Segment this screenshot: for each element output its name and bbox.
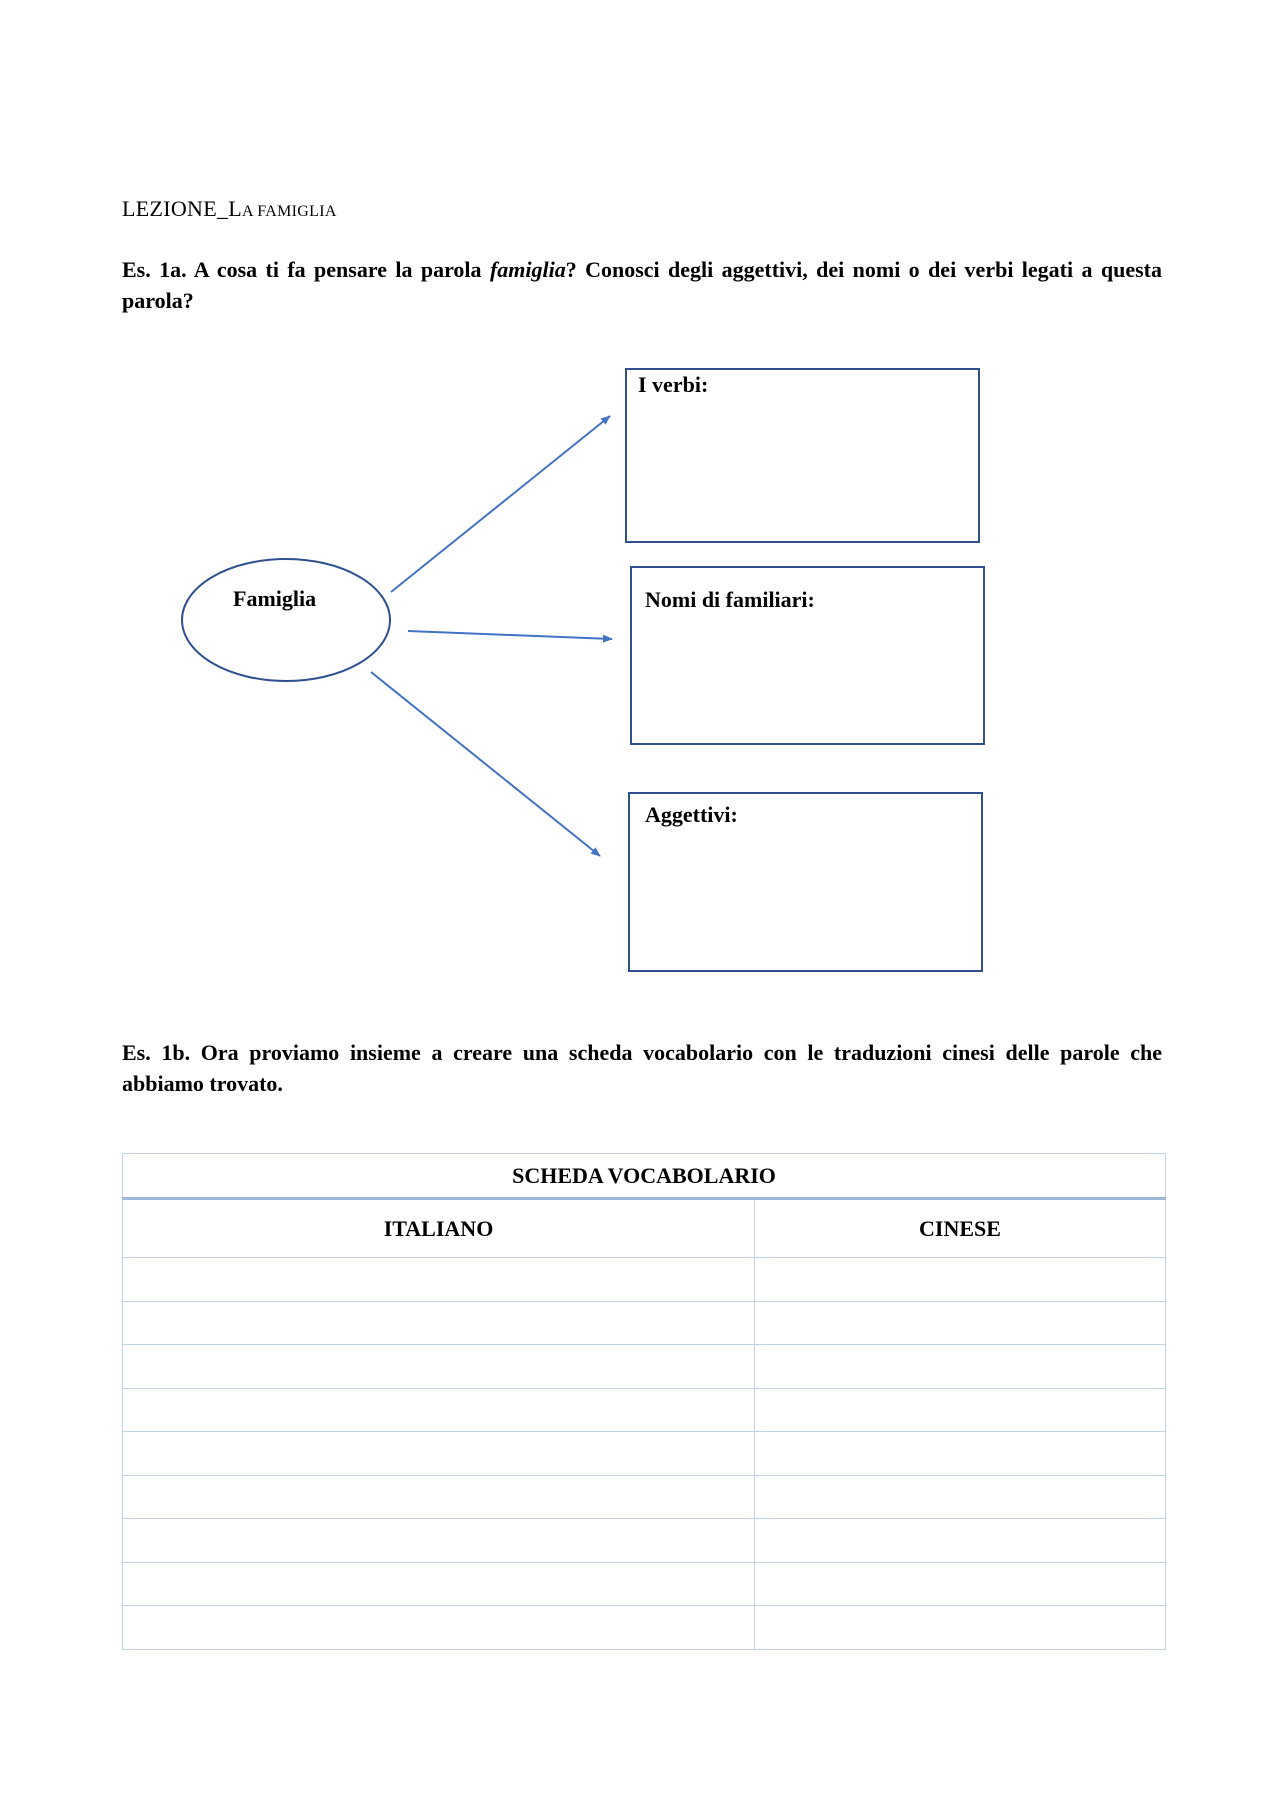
arrow-to-names xyxy=(408,631,612,639)
exercise-1a-text-part1: Es. 1a. A cosa ti fa pensare la parola xyxy=(122,257,490,282)
famiglia-label: Famiglia xyxy=(233,586,317,611)
italian-cell[interactable] xyxy=(123,1258,755,1302)
adjectives-box-label: Aggettivi: xyxy=(645,802,738,827)
chinese-cell[interactable] xyxy=(755,1301,1166,1345)
chinese-cell[interactable] xyxy=(755,1606,1166,1650)
table-row xyxy=(123,1562,1166,1606)
lesson-title-rest: A FAMIGLIA xyxy=(242,203,337,220)
lesson-title-initial: L xyxy=(228,196,243,221)
table-row xyxy=(123,1475,1166,1519)
italian-cell[interactable] xyxy=(123,1432,755,1476)
chinese-cell[interactable] xyxy=(755,1388,1166,1432)
table-row xyxy=(123,1258,1166,1302)
italian-cell[interactable] xyxy=(123,1301,755,1345)
exercise-1a-keyword: famiglia xyxy=(489,257,566,282)
vocabulary-table-title: SCHEDA VOCABOLARIO xyxy=(123,1154,1166,1199)
italian-cell[interactable] xyxy=(123,1388,755,1432)
italian-cell[interactable] xyxy=(123,1345,755,1389)
italian-cell[interactable] xyxy=(123,1519,755,1563)
arrow-to-adjectives xyxy=(371,672,600,856)
italian-cell[interactable] xyxy=(123,1606,755,1650)
chinese-cell[interactable] xyxy=(755,1432,1166,1476)
table-row xyxy=(123,1432,1166,1476)
table-row xyxy=(123,1301,1166,1345)
chinese-cell[interactable] xyxy=(755,1345,1166,1389)
chinese-cell[interactable] xyxy=(755,1519,1166,1563)
famiglia-ellipse xyxy=(182,559,390,681)
table-row xyxy=(123,1606,1166,1650)
table-row xyxy=(123,1519,1166,1563)
chinese-cell[interactable] xyxy=(755,1258,1166,1302)
table-row xyxy=(123,1388,1166,1432)
verbs-box-label: I verbi: xyxy=(638,372,709,397)
italian-cell[interactable] xyxy=(123,1562,755,1606)
italian-cell[interactable] xyxy=(123,1475,755,1519)
italian-column-header: ITALIANO xyxy=(123,1199,755,1258)
family-names-box-label: Nomi di familiari: xyxy=(645,587,815,612)
chinese-cell[interactable] xyxy=(755,1475,1166,1519)
exercise-1b-prompt: Es. 1b. Ora proviamo insieme a creare una scheda vocabolario con le traduzioni cinesi delle parole che abbiamo trovato. xyxy=(122,1040,1162,1096)
table-row xyxy=(123,1345,1166,1389)
chinese-cell[interactable] xyxy=(755,1562,1166,1606)
vocabulary-table xyxy=(122,1153,1166,1650)
exercise-1a-text-part2: ? Conosci degli aggettivi, dei nomi o dei verbi legati a questa parola? xyxy=(122,257,1162,313)
vocabulary-table-body xyxy=(123,1258,1166,1650)
arrow-to-verbs xyxy=(391,416,610,592)
chinese-column-header: CINESE xyxy=(755,1199,1166,1258)
lesson-title-prefix: LEZIONE_ xyxy=(122,196,229,221)
